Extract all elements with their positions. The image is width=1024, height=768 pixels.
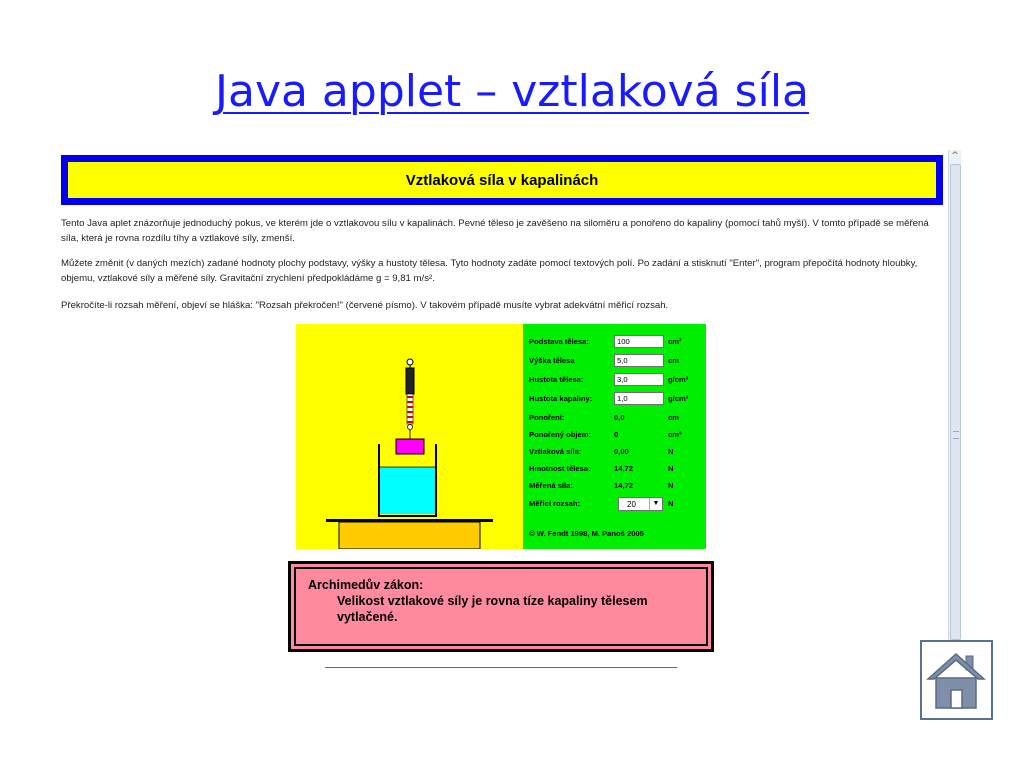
page-banner [61,155,943,205]
liquid-density-input[interactable] [614,392,664,405]
vertical-scrollbar[interactable] [948,150,961,640]
measured-force-unit: N [668,481,674,490]
experiment-drawing [296,324,523,549]
range-select[interactable] [618,497,663,511]
applet-credit: © W. Fendt 1998, M. Panoš 2005 [529,529,644,538]
range-unit: N [668,499,674,508]
body-weight-label: Hmotnost tělesa: [529,464,591,473]
control-panel [523,324,706,549]
base-area-input[interactable] [614,335,664,348]
java-applet [296,324,706,549]
body-density-unit: g/cm³ [668,375,689,384]
instructions-paragraph: Můžete změnit (v daných mezích) zadané hodnoty plochy podstavy, výšky a hustoty tělesa. Tyto hodnoty zadáte pomocí textových polí. Po zadání a stisknutí "Enter", program přepočítá hodnoty hloubky, objemu, vztlakové síly a měřené síly. Gravitační zrychlení předpokládáme g = 9,81 m/s². [61,258,918,284]
body-height-label: Výška tělesa [529,356,575,365]
immersed-volume-unit: cm³ [668,430,682,439]
measured-force-value: 14,72 [614,481,634,490]
range-warning-paragraph: Překročíte-li rozsah měření, objeví se hláška: "Rozsah překročen!" (červené písmo). V takovém případě musíte vybrat adekvátní měřicí rozsah. [61,300,669,311]
archimedes-body: Velikost vztlakové síly je rovna tíze kapaliny tělesem vytlačené. [337,594,648,624]
table-stand [339,522,480,549]
range-label: Měřicí rozsah: [529,499,581,508]
home-button[interactable] [920,640,993,720]
slide-title[interactable]: Java applet – vztlaková síla [215,66,809,117]
immersion-label: Ponoření: [529,413,565,422]
archimedes-law-box [288,561,714,652]
body-density-input[interactable] [614,373,664,386]
base-area-unit: cm² [668,337,682,346]
liquid-density-label: Hustota kapaliny: [529,394,593,403]
spring-scale-icon [406,359,414,439]
base-area-label: Podstava tělesa: [529,337,589,346]
body-weight-unit: N [668,464,674,473]
buoyant-force-value: 0,00 [614,447,629,456]
horizontal-divider [325,667,677,668]
body-density-label: Hustota tělesa: [529,375,584,384]
liquid-density-unit: g/cm³ [668,394,689,403]
banner-title: Vztlaková síla v kapalinách [68,162,936,198]
chevron-down-icon[interactable]: ▼ [649,498,662,510]
immersed-volume-label: Ponořený objem: [529,430,592,439]
measured-force-label: Měřená síla: [529,481,573,490]
thumb-grip-icon [953,431,959,439]
liquid-vessel [379,444,436,516]
immersed-volume-value: 0 [614,430,619,439]
home-icon [922,642,991,718]
intro-paragraph: Tento Java aplet znázorňuje jednoduchý pokus, ve kterém jde o vztlakovou sílu v kapalinách. Pevné těleso je zavěšeno na siloměru a ponořeno do kapaliny (pomocí tahů myší). V tomto případě se měřená síla, která je rovna rozdílu tíhy a vztlakové síly, zmenší. [61,218,929,244]
buoyant-force-unit: N [668,447,674,456]
scroll-up-arrow-icon[interactable]: ^ [951,151,959,161]
archimedes-title: Archimedův zákon: [308,578,424,592]
range-select-value: 20 [627,500,636,509]
buoyant-force-label: Vztlaková síla: [529,447,582,456]
body-height-input[interactable] [614,354,664,367]
immersion-unit: cm [668,413,679,422]
simulation-canvas[interactable] [296,324,523,549]
scroll-thumb[interactable] [950,164,961,640]
immersed-body-block [396,439,424,454]
body-weight-value: 14,72 [614,464,634,473]
body-height-unit: cm [668,356,679,365]
immersion-value: 0,0 [614,413,625,422]
